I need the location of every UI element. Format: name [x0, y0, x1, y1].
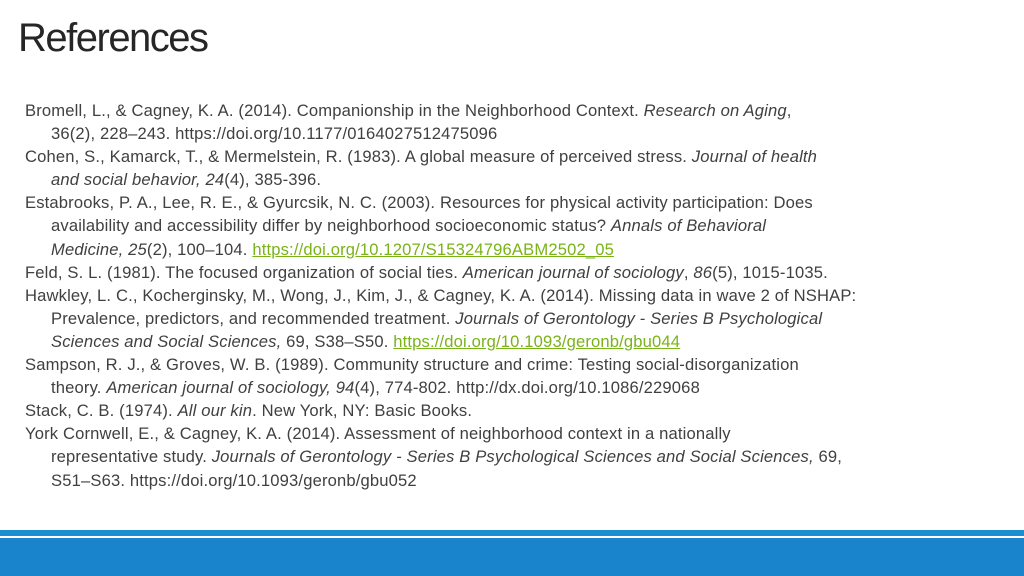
- reference-text: ,: [683, 262, 694, 282]
- reference-hawkley-2014: [25, 284, 1023, 353]
- reference-text: availability and accessibility differ by neighborhood socioeconomic status?: [51, 216, 611, 236]
- journal-title: American journal of sociology, 94: [106, 378, 355, 398]
- journal-title: American journal of sociology: [462, 262, 684, 282]
- reference-text: Stack, C. B. (1974).: [25, 401, 178, 421]
- reference-text: Sampson, R. J., & Groves, W. B. (1989). Community structure and crime: Testing social-disorganization: [25, 355, 799, 375]
- reference-text: 69,: [813, 447, 843, 467]
- reference-text: Bromell, L., & Cagney, K. A. (2014). Companionship in the Neighborhood Context.: [25, 101, 644, 120]
- reference-text: Feld, S. L. (1981). The focused organization of social ties.: [25, 262, 463, 282]
- reference-text: representative study.: [51, 447, 212, 467]
- reference-text: (5), 1015-1035.: [712, 262, 828, 282]
- journal-title: Research on Aging: [643, 101, 787, 120]
- reference-feld-1981: [25, 261, 1023, 284]
- reference-york-cornwell-2014: [25, 422, 1023, 491]
- reference-bromell-2014: [25, 99, 1023, 145]
- reference-text: Prevalence, predictors, and recommended treatment.: [51, 308, 456, 328]
- reference-text: (2), 100–104.: [146, 239, 253, 259]
- journal-title: Annals of Behavioral: [610, 216, 767, 236]
- journal-title: Medicine, 25: [51, 239, 147, 259]
- reference-cohen-1983: [25, 145, 1023, 191]
- journal-title: Journal of health: [691, 147, 818, 167]
- journal-title: and social behavior, 24: [51, 170, 225, 190]
- book-title: All our kin: [177, 401, 253, 421]
- footer-accent-line: [0, 530, 1024, 536]
- reference-text: . New York, NY: Basic Books.: [252, 401, 473, 421]
- journal-title: Journals of Gerontology - Series B Psychological: [455, 308, 823, 328]
- reference-text: (4), 385-396.: [224, 170, 322, 190]
- reference-text: Hawkley, L. C., Kocherginsky, M., Wong, J., Kim, J., & Cagney, K. A. (2014). Missing data in wave 2 of NSHAP:: [25, 285, 857, 305]
- reference-text: (4), 774-802. http://dx.doi.org/10.1086/229068: [354, 378, 700, 398]
- doi-link[interactable]: https://doi.org/10.1093/geronb/gbu044: [393, 331, 681, 351]
- reference-estabrooks-2003: [25, 191, 1023, 260]
- doi-link[interactable]: https://doi.org/10.1207/S15324796ABM2502_05: [252, 239, 614, 259]
- reference-list: [25, 99, 1023, 492]
- reference-text: Cohen, S., Kamarck, T., & Mermelstein, R. (1983). A global measure of perceived stress.: [25, 147, 692, 167]
- reference-text: York Cornwell, E., & Cagney, K. A. (2014). Assessment of neighborhood context in a nationally: [25, 424, 731, 444]
- reference-text: 36(2), 228–243. https://doi.org/10.1177/0164027512475096: [51, 124, 498, 144]
- reference-stack-1974: [25, 399, 1023, 422]
- journal-title: Sciences and Social Sciences,: [51, 331, 282, 351]
- reference-text: S51–S63. https://doi.org/10.1093/geronb/gbu052: [51, 470, 417, 490]
- journal-title: Journals of Gerontology - Series B Psychological Sciences and Social Sciences,: [211, 447, 814, 467]
- journal-volume: 86: [693, 262, 713, 282]
- reference-text: ,: [786, 101, 792, 120]
- reference-sampson-1989: [25, 353, 1023, 399]
- reference-text: 69, S38–S50.: [281, 331, 394, 351]
- footer-bar: [0, 538, 1024, 576]
- page-title: References: [18, 16, 208, 60]
- reference-text: Estabrooks, P. A., Lee, R. E., & Gyurcsik, N. C. (2003). Resources for physical activity participation: Does: [25, 193, 813, 213]
- reference-text: theory.: [51, 378, 107, 398]
